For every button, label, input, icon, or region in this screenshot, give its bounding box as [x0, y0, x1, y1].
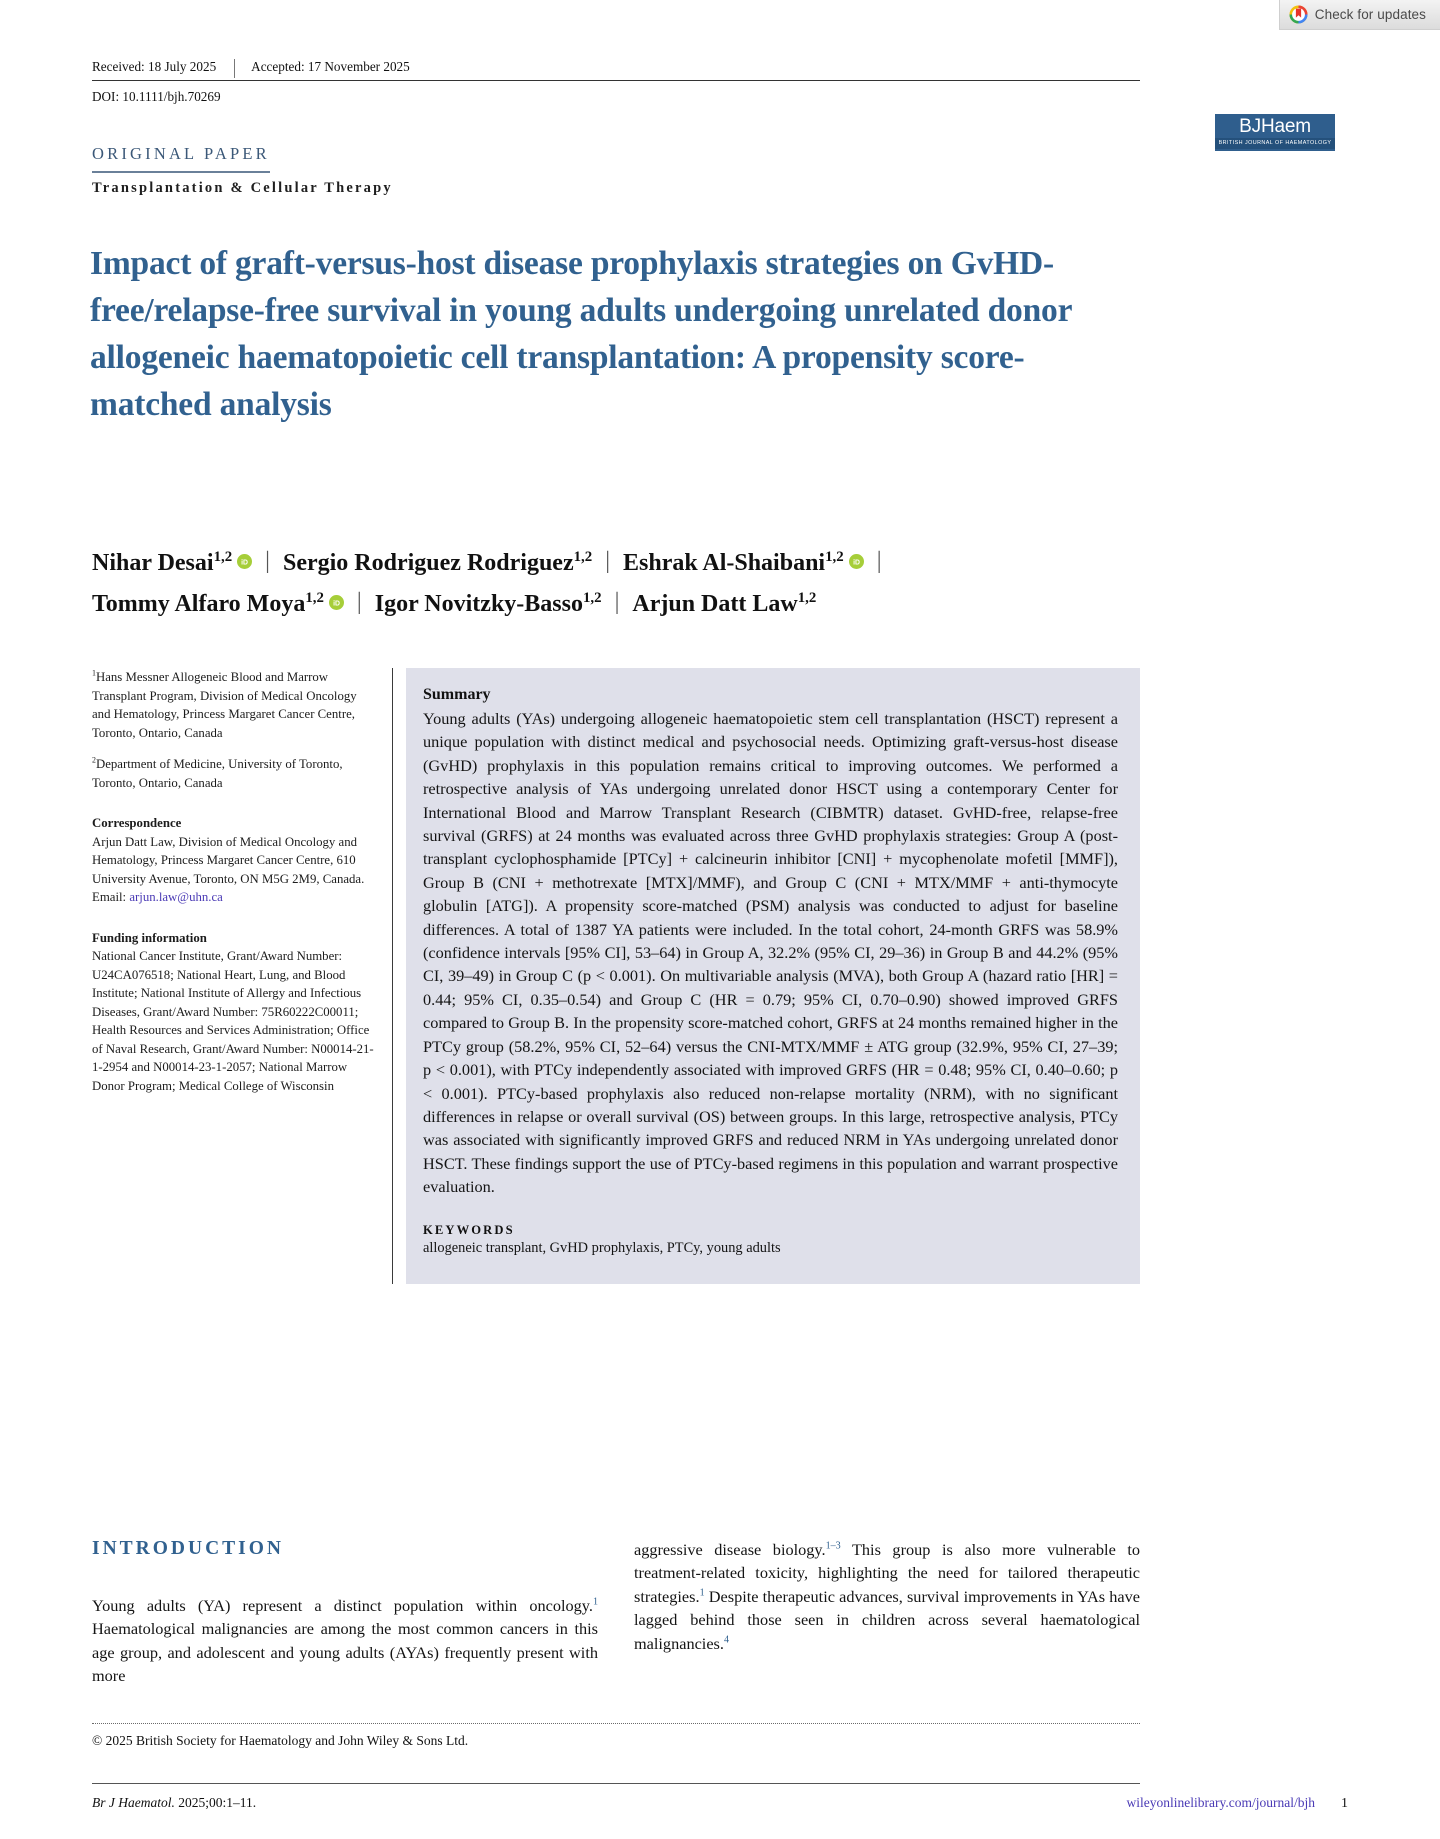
doi-text[interactable]: DOI: 10.1111/bjh.70269	[92, 89, 221, 104]
intro-paragraph-left: Young adults (YA) represent a distinct population within oncology.$^1$ Haematological malignancies are among the most common cancers in this age group, and adolescent and young adults (AYAs) frequently present with more	[92, 1596, 598, 1686]
author-separator: |	[605, 548, 610, 574]
keywords-text: allogeneic transplant, GvHD prophylaxis, PTCy, young adults	[423, 1239, 781, 1256]
funding-text: National Cancer Institute, Grant/Award Number: U24CA076518; National Heart, Lung, and Blood Institute; National Institute of Allergy and Infectious Diseases, Grant/Award Number: 75R60222C00011; Health Resources and Services Administration; Office of Naval Research, Grant/Award Number: N00014-21-1-2954 and N00014-23-1-2057; National Marrow Donor Program; Medical College of Wisconsin	[92, 949, 374, 1093]
copyright-text: © 2025 British Society for Haematology and John Wiley & Sons Ltd.	[92, 1733, 469, 1748]
correspondence-heading: Correspondence	[92, 816, 182, 830]
correspondence-block	[92, 814, 378, 907]
author-separator: |	[876, 548, 882, 574]
citation-volume: 2025;00:1–11.	[174, 1795, 257, 1810]
journal-logo-sub: BRITISH JOURNAL OF HAEMATOLOGY	[1215, 138, 1335, 149]
affiliation-marker: 1	[92, 668, 96, 678]
affiliation-marker: 2	[92, 755, 96, 765]
author-separator: |	[614, 589, 620, 615]
svg-text:iD: iD	[332, 600, 340, 608]
received-accepted-row	[92, 56, 1140, 81]
svg-text:iD: iD	[852, 559, 860, 567]
check-for-updates-badge[interactable]	[1279, 0, 1440, 30]
affiliation-2: $^2$Department of Medicine, University of Toronto, Toronto, Ontario, Canada	[92, 755, 343, 790]
email-label: Email:	[92, 890, 130, 904]
citation-line	[92, 1795, 256, 1811]
author-affiliation-marker: 1,2	[305, 590, 324, 606]
body-column-left	[92, 1594, 598, 1688]
orcid-icon[interactable]	[237, 542, 252, 567]
affiliation-1: $^1$Hans Messner Allogeneic Blood and Marrow Transplant Program, Division of Medical Oncology and Hematology, Princess Margaret Cancer Centre, Toronto, Ontario, Canada	[92, 668, 357, 740]
author-separator: |	[265, 548, 270, 574]
journal-url-link[interactable]: wileyonlinelibrary.com/journal/bjh	[1126, 1795, 1315, 1810]
funding-heading: Funding information	[92, 930, 207, 945]
affiliations-block	[92, 668, 378, 792]
intro-paragraph-right: aggressive disease biology.$^{1-3}$ This group is also more vulnerable to treatment-related toxicity, highlighting the need for tailored therapeutic strategies.$^1$ Despite therapeutic advances, survival improvements in YAs have lagged behind those seen in children across several haematological malignancies.$^4$	[634, 1540, 1141, 1653]
author-affiliation-marker: 1,2	[825, 549, 844, 565]
body-column-right	[634, 1538, 1140, 1655]
journal-logo	[1215, 114, 1335, 151]
author-separator: |	[356, 589, 362, 615]
funding-block	[92, 929, 378, 1096]
article-type: ORIGINAL PAPER	[92, 144, 270, 173]
accepted-date: Accepted: 17 November 2025	[251, 59, 410, 74]
summary-heading: Summary	[423, 686, 491, 703]
correspondence-text	[92, 833, 378, 907]
author-1[interactable]: Nihar Desai$^{1,2}$ iD	[92, 550, 252, 576]
section-heading-introduction: INTRODUCTION	[92, 1538, 285, 1559]
author-3[interactable]: Eshrak Al-Shaibani$^{1,2}$ iD	[623, 550, 864, 576]
citation-journal: Br J Haematol.	[92, 1795, 175, 1810]
journal-logo-main: BJHaem	[1239, 116, 1311, 137]
author-affiliation-marker: 1,2	[573, 549, 593, 565]
orcid-icon[interactable]	[849, 542, 864, 567]
author-6[interactable]: Arjun Datt Law$^{1,2}$	[632, 590, 817, 617]
meta-divider	[234, 59, 235, 78]
summary-left-rule	[392, 668, 393, 1284]
footer-solid-rule	[92, 1783, 1140, 1784]
author-affiliation-marker: 1,2	[797, 590, 817, 606]
author-4[interactable]: Tommy Alfaro Moya$^{1,2}$ iD	[92, 591, 344, 617]
author-2[interactable]: Sergio Rodriguez Rodriguez$^{1,2}$	[282, 549, 593, 576]
article-section: Transplantation & Cellular Therapy	[92, 180, 393, 196]
footer-right	[1127, 1795, 1348, 1812]
received-date: Received: 18 July 2025	[92, 59, 217, 74]
author-affiliation-marker: 1,2	[582, 590, 602, 606]
summary-box	[406, 668, 1140, 1284]
page-number: 1	[1341, 1796, 1348, 1811]
check-for-updates-label: Check for updates	[1314, 7, 1426, 22]
author-5[interactable]: Igor Novitzky-Basso$^{1,2}$	[374, 590, 602, 617]
affiliations-column	[92, 668, 378, 1109]
page-title: Impact of graft-versus-host disease prophylaxis strategies on GvHD-free/relapse-free survival in young adults undergoing unrelated donor allogeneic haematopoietic cell transplantation: A propensity score-matched analysis	[90, 245, 1072, 424]
summary-text: Young adults (YAs) undergoing allogeneic haematopoietic stem cell transplantation (HSCT) represent a unique population with distinct medical and psychosocial needs. Optimizing graft-versus-host disease (GvHD) prophylaxis in this population remains critical to improving outcomes. We performed a retrospective analysis of YAs undergoing unrelated donor HSCT using a contemporary Center for International Blood and Marrow Transplant Research (CIBMTR) dataset. GvHD-free, relapse-free survival (GRFS) at 24 months was evaluated across three GvHD prophylaxis strategies: Group A (post-transplant cyclophosphamide [PTCy] + calcineurin inhibitor [CNI] + mycophenolate mofetil [MMF]), Group B (CNI + methotrexate [MTX]/MMF), and Group C (CNI + MTX/MMF + anti-thymocyte globulin [ATG]). A propensity score-matched (PSM) analysis was conducted to adjust for baseline differences. A total of 1387 YA patients were included. In the total cohort, 24-month GRFS was 58.9% (confidence intervals [95% CI], 53–64) in Group A, 32.2% (95% CI, 29–36) in Group B and 44.2% (95% CI, 39–49) in Group C (p < 0.001). On multivariable analysis (MVA), both Group A (hazard ratio [HR] = 0.44; 95% CI, 0.35–0.54) and Group C (HR = 0.79; 95% CI, 0.70–0.90) showed improved GRFS compared to Group B. In the propensity score-matched cohort, GRFS at 24 months remained higher in the PTCy group (58.2%, 95% CI, 52–64) versus the CNI-MTX/MMF ± ATG group (32.9%, 95% CI, 27–39; p < 0.001), with PTCy independently associated with improved GRFS (HR = 0.48; 95% CI, 0.40–0.60; p < 0.001). PTCy-based prophylaxis also reduced non-relapse mortality (NRM), with no significant differences in relapse or overall survival (OS) between groups. In this large, retrospective analysis, PTCy was associated with significantly improved GRFS and reduced NRM in YAs undergoing unrelated donor HSCT. These findings support the use of PTCy-based regimens in this population and warrant prospective evaluation.	[423, 709, 1118, 1197]
crossmark-icon	[1289, 5, 1308, 24]
author-list	[92, 542, 1132, 624]
svg-text:iD: iD	[241, 559, 249, 567]
author-affiliation-marker: 1,2	[213, 549, 233, 565]
email-link[interactable]: arjun.law@uhn.ca	[129, 890, 223, 904]
keywords-heading: KEYWORDS	[423, 1222, 515, 1237]
correspondence-address: Arjun Datt Law, Division of Medical Oncology and Hematology, Princess Margaret Cancer Centre, 610 University Avenue, Toronto, ON M5G 2M9, Canada.	[92, 834, 365, 886]
footer-dotted-rule	[92, 1723, 1140, 1724]
orcid-icon[interactable]	[329, 583, 344, 608]
